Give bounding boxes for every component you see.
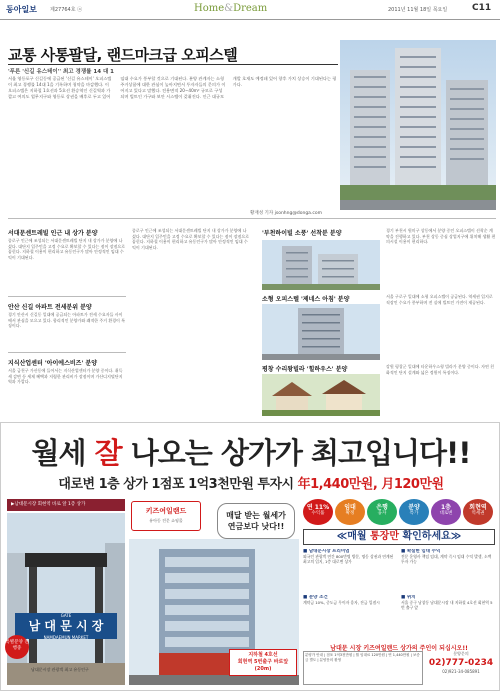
ad-sub-a: 대로변 1층 상가 1점포 1억3천만원 투자시 [58,477,298,492]
article-body-2: 경기 안산시 신길동 일대에 공급되는 아파트가 전세 수요자들 사이에서 관심을 모으고 있다. 합리적인 분양가와 쾌적한 주거 환경이 특징이다. [8,312,126,329]
section-left: Home [194,3,225,14]
divider-top [8,218,496,219]
feature-block-1: ■ 남대문시장 프리미엄 외국인 관광객 연간 800만명 방문, 명동 상권과 연계된 최고의 입지, 1층 대로변 상가 [303,549,394,565]
bubble-line-2: 연금보다 낫다!! [227,522,285,531]
benefit-badge: 분양 특가 [399,499,429,525]
article-title-5: 소형 오피스텔 '제네스 아침' 분양 [262,296,350,303]
ad-headline-red: 잘 [94,436,122,470]
article-title-4: '부천하이빌 소풍' 선착분 분양 [262,230,342,237]
section-right: Dream [233,3,268,14]
namdaemun-gate-photo [7,513,125,685]
bubble-line-1: 매달 받는 월세가 [226,511,286,520]
ad-location-note: ▶남대문시장 회현역 바로 앞 1층 상가 [7,499,125,511]
price-table: 분양가 안내 | 점포 1억3천만원 | 월 임대료 120만원 | 연 1,440만원 | 보증금 별도 | 분양문의 환영 [303,651,423,685]
benefit-badges [303,499,495,525]
ad-subheadline [1,473,500,495]
ad-headline [1,431,500,472]
speech-bubble [217,503,295,539]
building-photo-3 [262,304,380,360]
feature-block-3: ■ 분양 조건 계약금 10%, 중도금 무이자 융자, 잔금 입점시 [303,595,380,606]
article-body-1: 종로구 인근에 조성되는 서대문센트레빌 단지 내 상가가 분양에 나섰다. 대단지 입주민을 고정 수요로 확보할 수 있다는 점이 장점으로 꼽힌다. 지하철 이용이 편리하고 유동인구가 많아 안정적인 임대 수익이 기대된다. [8,238,126,260]
headline-rule [8,64,338,65]
article-body-5: 서울 구로구 일대에 소형 오피스텔이 공급된다. 역세권 입지로 직장인 수요가 풍부하며 전 실에 빌트인 가전이 제공된다. [386,294,493,305]
benefit-badge: 임대 확정 [335,499,365,525]
article-body-4: 경기 부천시 원미구 상동에서 분양 중인 오피스텔이 선착순 계약을 진행하고 있다. 부천 상동 중심 상업지구에 위치해 생활 편의시설 이용이 편리하다. [386,228,496,245]
ad-center-panel [129,499,299,685]
benefit-badge: 1층 대로변 [431,499,461,525]
feature-block-4: ■ 위치 서울 중구 남창동 남대문시장 내 지하철 4호선 회현역 5번 출구 앞 [401,595,493,611]
kids-island-title: 키즈여일랜드 [145,507,187,515]
article-title-6: 평창 수리왕빌라 '힐하우스' 분양 [262,366,348,373]
kids-island-sub: 유아동 전문 쇼핑몰 [149,518,183,523]
issue-number: 제27764호 ⓐ [50,7,83,13]
phone-label: 분양문의 [453,651,469,656]
masthead [0,0,500,20]
issue-date: 2011년 11월 18일 목요일 [388,7,448,13]
phone-number-main: 02)777-0234 [428,658,494,668]
advertisement [0,422,500,691]
feature-block-2: ■ 확실한 임대 수익 전문 운영사 책임 임대, 계약 즉시 임대 수익 발생, 소액 투자 가능 [401,549,492,565]
special-sale-badge: 특별분양 진행중 [5,635,29,659]
villa-photo [262,374,380,416]
article-title-2: 안산 신길 아파트 전세분위 분양 [8,304,92,311]
lead-body: 서울 영등포구 신길동에 공급된 '신길 유스테이' 오피스텔이 최고 경쟁률 14대 1을 기록하며 청약을 마감했다. 이 오피스텔은 지하철 1호선과 5호선 환승역인 신길역과 가깝고 여의도 업무지구와 영등포 상권을 배후로 두고 있어 임대 수요가 풍부할 것으로 기대된다. 분양 관계자는 소형 주거상품에 대한 관심이 높아지면서 투자자들의 문의가 이어지고 있다고 말했다. 전용면적 20∼40m² 규모로 구성되며 빌트인 가구와 보안 시스템이 갖춰진다. 인근 대규모 개발 호재도 예정돼 있어 향후 가치 상승이 기대된다는 평가다. [8,76,337,99]
article-title-1: 서대문센트레빌 인근 내 상가 분양 [8,230,98,237]
divider-col1-a [8,296,126,297]
gate-caption: 남대문시장 관광객 최고 유동인구 [31,667,89,672]
section-title [194,3,267,14]
subway-exit: 회현역 5번출구 바로앞(20m) [237,659,289,672]
gate-sign [15,613,117,639]
lead-byline: 황재성 기자 jsonhng@donga.com [250,211,322,216]
newspaper-logo: 동아일보 [6,5,37,14]
gate-sign-top: GATE [60,613,72,618]
article-body-1-cont: 종로구 인근에 조성되는 서대문센트레빌 단지 내 상가가 분양에 나섰다. 대단지 입주민을 고정 수요로 확보할 수 있다는 점이 장점으로 꼽힌다. 지하철 이용이 편리하고 유동인구가 많아 안정적인 임대 수익이 기대된다. [132,228,250,250]
building-photo-large [340,40,496,210]
divider-col1-b [8,352,126,353]
benefit-badge: 연 11% 수익률 [303,499,333,525]
promo-line: 남대문 시장 키즈여일랜드 상가의 주인이 되십시오!! [330,645,468,652]
building-photo-2 [262,240,380,290]
kids-island-logo [131,501,201,531]
article-body-6: 강원 평창군 일대에 타운하우스형 빌라가 분양 중이다. 자연 친화적인 단지 설계와 넓은 정원이 특징이다. [386,364,495,375]
benefit-badge: 은행 융자 [367,499,397,525]
gate-sign-english: NAMDAEMUN MARKET [43,635,89,640]
lead-headline: 교통 사통팔달, 랜드마크급 오피스텔 [8,46,238,64]
gate-sign-name: 남 대 문 시 장 [28,619,104,633]
ad-headline-a: 월세 [31,436,95,470]
article-title-3: 지식산업센터 '아이에스비즈' 분양 [8,360,97,367]
page-number: C11 [472,3,492,13]
lead-subhead: '푸른 '신길 유스테이'' 최고 경쟁률 14 대 1 [8,69,115,75]
ad-headline-b: 나오는 상가가 최고입니다!! [121,436,471,470]
subway-location-label [229,649,297,676]
phone-number-alt: 02)921-34-085891 [442,669,480,674]
benefit-badge: 회현역 역세권 [463,499,493,525]
contact-phone [427,651,495,685]
subway-line: 지하철 4호선 [248,652,278,658]
confirm-banner: ≪매월 통장만 확인하세요≫ [303,529,495,545]
ad-right-panel [303,499,495,685]
article-body-3: 서울 금천구 가산동에 들어서는 지식산업센터가 분양 중이다. 취득세 감면 등 세제 혜택과 저렴한 관리비가 장점이며 가산디지털단지역과 가깝다. [8,368,123,385]
section-amp: & [224,3,234,14]
ad-sub-red: 年1,440만원, 月120만원 [297,477,444,492]
